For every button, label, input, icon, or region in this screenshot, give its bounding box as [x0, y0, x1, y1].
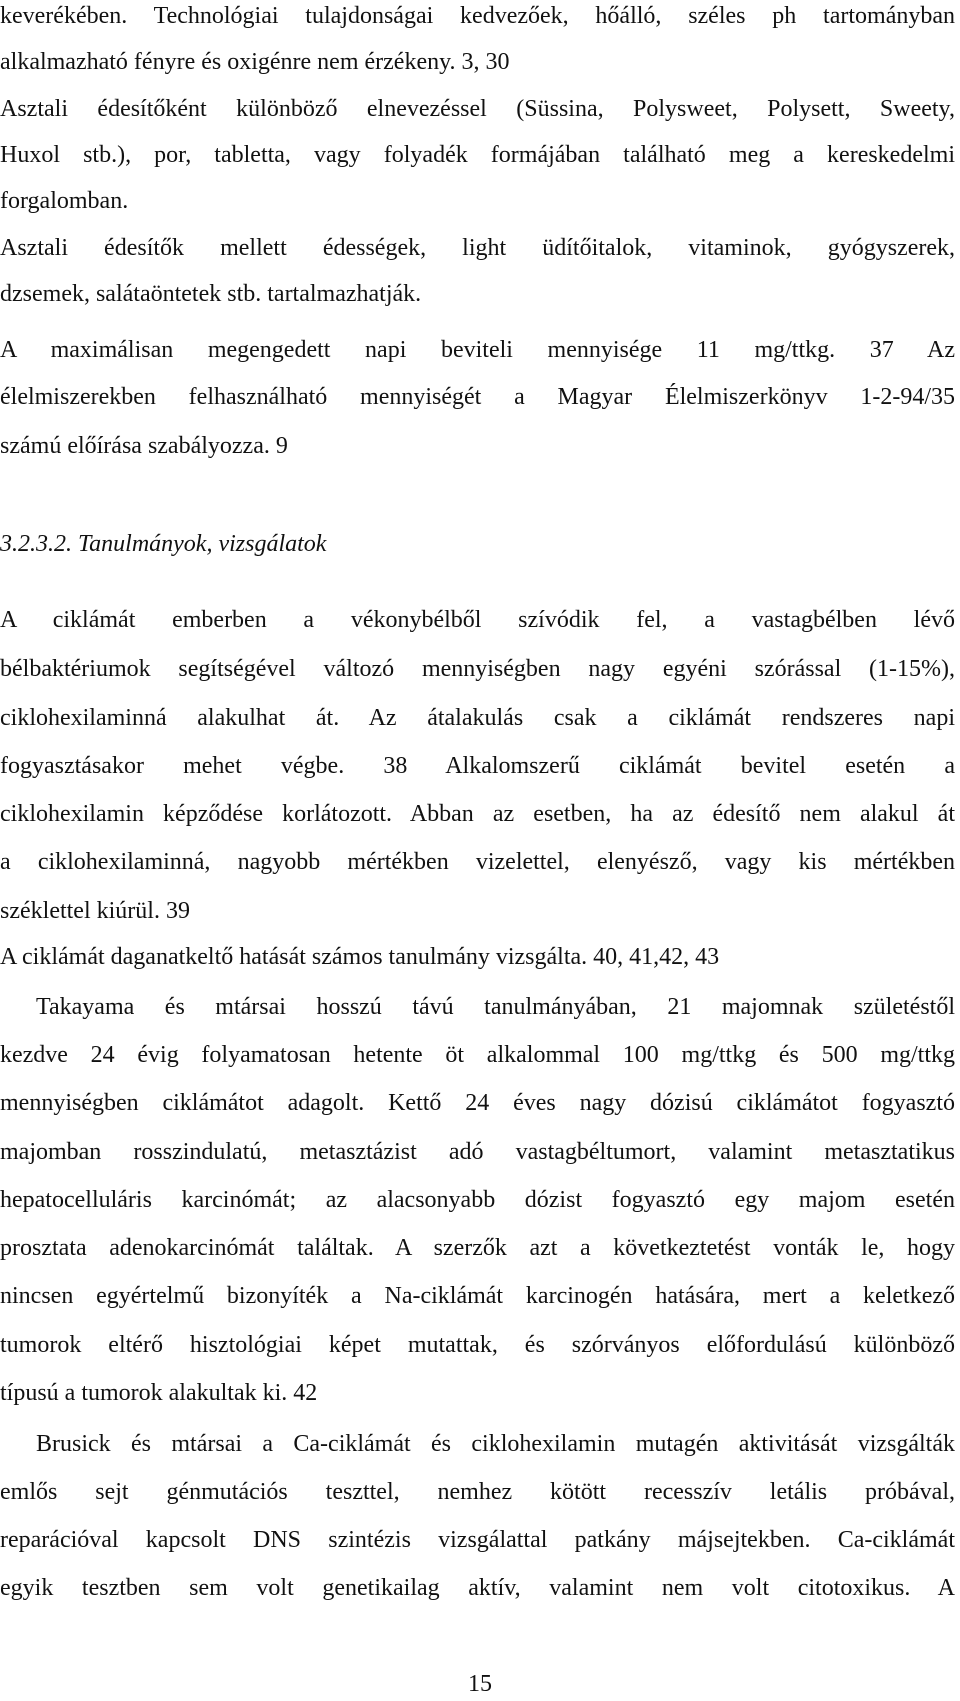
text-line: széklettel kiúrül. 39 [0, 898, 190, 924]
text-line: A ciklámát daganatkeltő hatását számos tanulmány vizsgálta. 40, 41,42, 43 [0, 944, 720, 970]
text-line: nincsen egyértelmű bizonyíték a Na-ciklámát karcinogén hatására, mert a keletkező [0, 1283, 955, 1309]
page-number: 15 [468, 1671, 492, 1697]
text-line: élelmiszerekben felhasználható mennyiségét a Magyar Élelmiszerkönyv 1-2-94/35 [0, 384, 955, 410]
text-line: ciklohexilamin képződése korlátozott. Abban az esetben, ha az édesítő nem alakul át [0, 801, 955, 827]
text-line: keverékében. Technológiai tulajdonságai kedvezőek, hőálló, széles ph tartományban [0, 3, 955, 29]
text-line: hepatocelluláris karcinómát; az alacsonyabb dózist fogyasztó egy majom esetén [0, 1187, 955, 1213]
text-line: reparációval kapcsolt DNS szintézis vizsgálattal patkány májsejtekben. Ca-ciklámát [0, 1527, 955, 1553]
text-line: ciklohexilaminná alakulhat át. Az átalakulás csak a ciklámát rendszeres napi [0, 705, 955, 731]
text-line: egyik tesztben sem volt genetikailag aktív, valamint nem volt citotoxikus. A [0, 1575, 955, 1601]
text-line: tumorok eltérő hisztológiai képet mutattak, és szórványos előfordulású különböző [0, 1332, 955, 1358]
text-line: számú előírása szabályozza. 9 [0, 433, 288, 459]
text-line: alkalmazható fényre és oxigénre nem érzékeny. 3, 30 [0, 49, 510, 75]
text-line: Asztali édesítőként különböző elnevezéssel (Süssina, Polysweet, Polysett, Sweety, [0, 96, 955, 122]
text-line: mennyiségben ciklámátot adagolt. Kettő 24 éves nagy dózisú ciklámátot fogyasztó [0, 1090, 955, 1116]
text-line: bélbaktériumok segítségével változó mennyiségben nagy egyéni szórással (1-15%), [0, 656, 955, 682]
text-line: prosztata adenokarcinómát találtak. A szerzők azt a következtetést vonták le, hogy [0, 1235, 955, 1261]
text-line: dzsemek, salátaöntetek stb. tartalmazhatják. [0, 281, 422, 307]
text-line: Asztali édesítők mellett édességek, light üdítőitalok, vitaminok, gyógyszerek, [0, 235, 955, 261]
section-heading: 3.2.3.2. Tanulmányok, vizsgálatok [0, 531, 327, 557]
text-line: A ciklámát emberben a vékonybélből szívódik fel, a vastagbélben lévő [0, 607, 955, 633]
text-line: a ciklohexilaminná, nagyobb mértékben vizelettel, elenyésző, vagy kis mértékben [0, 849, 955, 875]
text-line: emlős sejt génmutációs teszttel, nemhez kötött recesszív letális próbával, [0, 1479, 955, 1505]
text-line: majomban rosszindulatú, metasztázist adó vastagbéltumort, valamint metasztatikus [0, 1139, 955, 1165]
text-line: fogyasztásakor mehet végbe. 38 Alkalomszerű ciklámát bevitel esetén a [0, 753, 955, 779]
text-line: Huxol stb.), por, tabletta, vagy folyadék formájában található meg a kereskedelmi [0, 142, 955, 168]
text-line: forgalomban. [0, 188, 129, 214]
text-line: Brusick és mtársai a Ca-ciklámát és ciklohexilamin mutagén aktivitását vizsgálták [36, 1431, 955, 1457]
text-line: kezdve 24 évig folyamatosan hetente öt alkalommal 100 mg/ttkg és 500 mg/ttkg [0, 1042, 955, 1068]
text-line: Takayama és mtársai hosszú távú tanulmányában, 21 majomnak születéstől [36, 994, 955, 1020]
text-line: A maximálisan megengedett napi beviteli mennyisége 11 mg/ttkg. 37 Az [0, 337, 955, 363]
text-line: típusú a tumorok alakultak ki. 42 [0, 1380, 318, 1406]
